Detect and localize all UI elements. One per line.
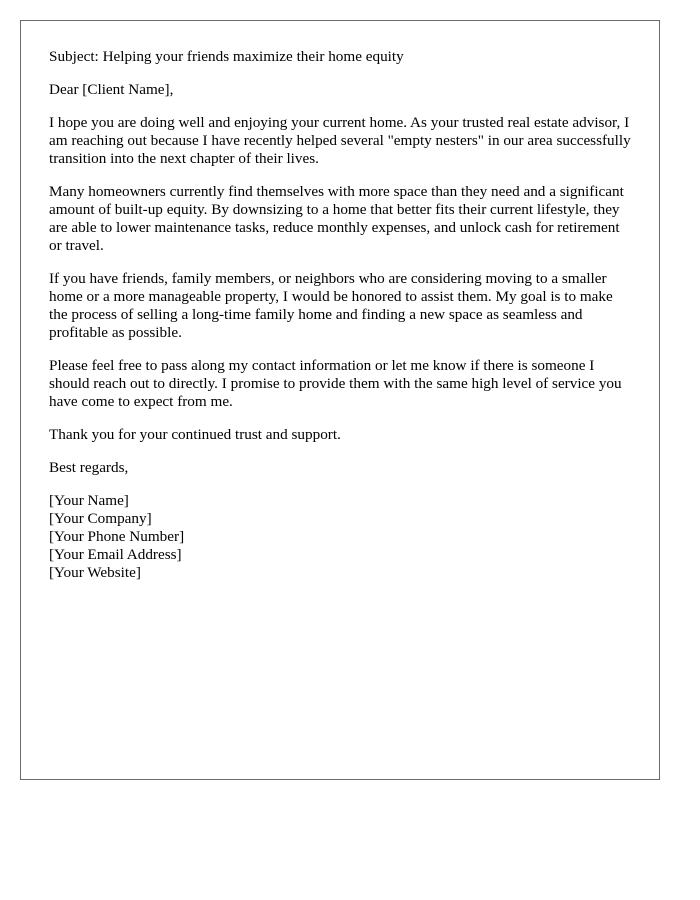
signature-website: [Your Website] [49,564,141,581]
signature-name: [Your Name] [49,492,129,509]
letter-paragraph-intro: I hope you are doing well and enjoying your current home. As your trusted real estate advisor, I am reaching out because I have recently helped several "empty nesters" in our area successfully transition into the next chapter of their lives. [49,114,631,167]
letter-subject: Subject: Helping your friends maximize their home equity [49,48,404,65]
signature-company: [Your Company] [49,510,152,527]
letter-body [49,48,635,582]
letter-paragraph-referral: If you have friends, family members, or neighbors who are considering moving to a smaller home or a more manageable property, I would be honored to assist them. My goal is to make the process of selling a long-time family home and finding a new space as seamless and profitable as possible. [49,270,613,341]
signature-phone: [Your Phone Number] [49,528,185,545]
letter-thanks: Thank you for your continued trust and support. [49,426,341,443]
letter-greeting: Dear [Client Name], [49,81,174,98]
letter-closing: Best regards, [49,459,129,476]
letter-paragraph-equity: Many homeowners currently find themselves with more space than they need and a significant amount of built-up equity. By downsizing to a home that better fits their current lifestyle, they are able to lower maintenance tasks, reduce monthly expenses, and unlock cash for retirement or travel. [49,183,624,254]
letter-paragraph-contact: Please feel free to pass along my contact information or let me know if there is someone I should reach out to directly. I promise to provide them with the same high level of service you have come to expect from me. [49,357,622,410]
letter-frame [20,20,660,780]
signature-email: [Your Email Address] [49,546,182,563]
signature-block [49,492,635,582]
